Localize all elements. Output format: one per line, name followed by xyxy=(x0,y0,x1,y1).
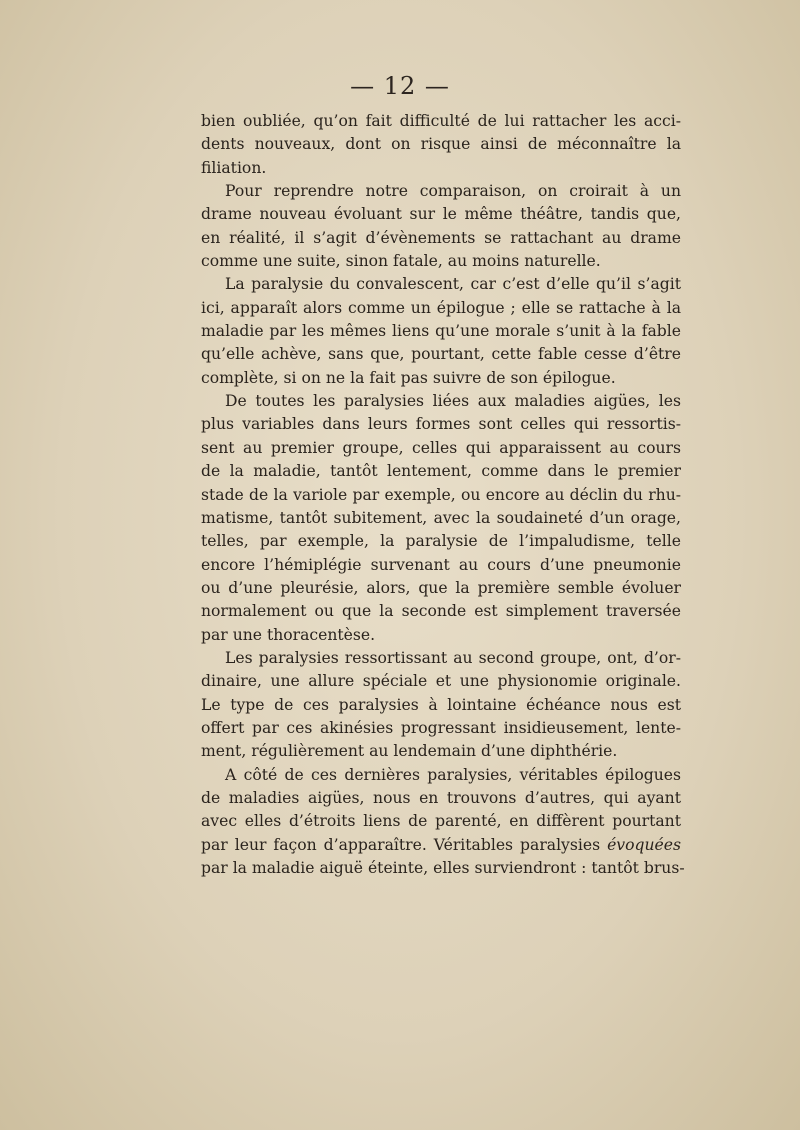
text-line: offert par ces akinésies progressant insidieusement, lente- xyxy=(201,718,681,737)
text-line: maladie par les mêmes liens qu’une morale s’unit à la fable xyxy=(201,322,681,341)
text-line: Pour reprendre notre comparaison, on croirait à un xyxy=(225,182,681,201)
text-line: de maladies aigües, nous en trouvons d’autres, qui ayant xyxy=(201,788,681,807)
text-line: complète, si on ne la fait pas suivre de son épilogue. xyxy=(201,368,616,387)
text-line: stade de la variole par exemple, ou encore au déclin du rhu- xyxy=(201,485,681,504)
text-line: en réalité, il s’agit d’évènements se rattachant au drame xyxy=(201,228,681,247)
text-line: La paralysie du convalescent, car c’est d’elle qu’il s’agit xyxy=(225,275,681,294)
text-line: plus variables dans leurs formes sont celles qui ressortis- xyxy=(201,415,681,434)
body-text xyxy=(201,110,685,880)
text-line: normalement ou que la seconde est simplement traversée xyxy=(201,602,681,621)
text-line: dinaire, une allure spéciale et une physionomie originale. xyxy=(201,672,681,691)
page-number: — 12 — xyxy=(350,72,450,100)
text-line: qu’elle achève, sans que, pourtant, cette fable cesse d’être xyxy=(201,345,681,364)
text-line: par une thoracentèse. xyxy=(201,625,376,644)
text-line: matisme, tantôt subitement, avec la soudaineté d’un orage, xyxy=(201,508,681,527)
text-line: drame nouveau évoluant sur le même théâtre, tandis que, xyxy=(201,205,681,224)
text-line: De toutes les paralysies liées aux maladies aigües, les xyxy=(225,392,681,411)
text-line: Le type de ces paralysies à lointaine échéance nous est xyxy=(201,695,681,714)
text-line: sent au premier groupe, celles qui apparaissent au cours xyxy=(201,438,681,457)
text-line: ici, apparaît alors comme un épilogue ; elle se rattache à la xyxy=(201,298,681,317)
text-line: filiation. xyxy=(201,158,267,177)
text-line: de la maladie, tantôt lentement, comme dans le premier xyxy=(201,462,681,481)
text-line: dents nouveaux, dont on risque ainsi de méconnaître la xyxy=(201,135,681,154)
text-line: par leur façon d’apparaître. Véritables paralysies évoquées xyxy=(201,835,681,854)
text-line: bien oubliée, qu’on fait difficulté de lui rattacher les acci- xyxy=(201,112,681,130)
text-line: encore l’hémiplégie survenant au cours d’une pneumonie xyxy=(201,555,681,574)
text-line: comme une suite, sinon fatale, au moins naturelle. xyxy=(201,252,601,271)
text-line: A côté de ces dernières paralysies, véritables épilogues xyxy=(225,765,681,784)
text-line: par la maladie aiguë éteinte, elles surviendront : tantôt brus- xyxy=(201,859,685,877)
text-line: Les paralysies ressortissant au second groupe, ont, d’or- xyxy=(225,648,681,667)
text-line: ment, régulièrement au lendemain d’une diphthérie. xyxy=(201,742,618,761)
text-line: telles, par exemple, la paralysie de l’impaludisme, telle xyxy=(201,532,681,551)
text-line: avec elles d’étroits liens de parenté, en diffèrent pourtant xyxy=(201,812,681,831)
text-line: ou d’une pleurésie, alors, que la première semble évoluer xyxy=(201,578,681,597)
